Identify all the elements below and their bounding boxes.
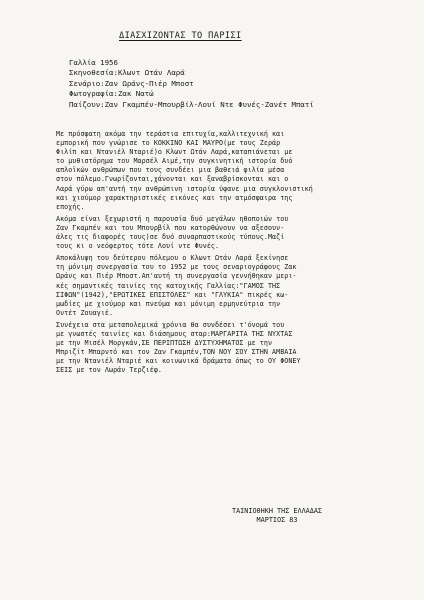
paragraph-2: [56, 215, 396, 251]
text-line: Ωράνς και Πιέρ Μποστ.Απ'αυτή τη συνεργασία γεννήθηκαν μερι-: [56, 272, 297, 281]
text-line: Μπριζίτ Μπαρντό και τον Ζαν Γκαμπέν,ΤΟΝ ΝΟΥ ΣΟΥ ΣΤΗΝ ΑΜΒΑΙΑ: [56, 348, 297, 357]
text-line: Ακόμα είναι ξεχωριστή η παρουσία δυό μεγάλων ηθοποιών του: [56, 214, 289, 223]
signature-block: [232, 507, 322, 526]
signature-date: ΜΑΡΤΙΟΣ 83: [256, 516, 298, 525]
document-title: ΔΙΑΣΧΙΖΟΝΤΑΣ ΤΟ ΠΑΡΙΣΙ: [119, 31, 242, 41]
credit-screenplay: Σενάριο:Ζαν Ωράνς-Πιέρ Μποστ: [69, 78, 194, 88]
paragraph-3: [56, 254, 396, 318]
text-line: τη μόνιμη συνεργασία του το 1952 με τους σεναριογράφους Ζακ: [56, 263, 297, 272]
text-line: μωδίες με χιούμορ και πνεύμα και μόνιμη ερμηνεύτρια την: [56, 299, 281, 308]
text-line: απλοϊκών ανθρώπων που τους συνδέει μια βαθειά φιλία μέσα: [56, 166, 285, 175]
credit-cast: Παίζουν:Ζαν Γκαμπέν-Μπουρβίλ-Λουί Ντε Φυνές-Ζανέτ Μπατί: [69, 99, 314, 109]
text-line: Οντέτ Ζουαγιέ.: [56, 308, 114, 317]
text-line: Λαρά γύρω απ'αυτή την ανθρώπινη ιστορία ύφανε μια συγκλονιστική: [56, 184, 313, 193]
paragraph-1: [56, 130, 396, 212]
text-line: Συνέχεια στα μεταπολεμικά χρόνια θα συνδέσει τ'όνομά του: [56, 320, 285, 329]
text-line: Ζαν Γκαμπέν και του Μπουρβίλ που κατορθώνουν να αξεσουν-: [56, 223, 285, 232]
text-line: και χιούμορ χαρακτηριστικές εικόνες και την ατμόσφαιρα της: [56, 193, 293, 202]
paragraph-4: [56, 321, 396, 376]
text-line: με την Μισέλ Μοργκάν,ΣΕ ΠΕΡΙΠΤΩΣΗ ΔΥΣΤΥΧΗΜΑΤΟΣ με την: [56, 339, 273, 348]
signature-organization: ΤΑΙΝΙΟΘΗΚΗ ΤΗΣ ΕΛΛΑΔΑΣ: [232, 507, 323, 515]
text-line: Με πρόσφατη ακόμα την τεράστια επιτυχία,καλλιτεχνική και: [56, 130, 285, 138]
credit-director: Σκηνοθεσία:Κλωντ Ωτάν Λαρά: [69, 68, 185, 78]
text-line: με την Ντανιέλ Νταριέ και κοινωνικά δράματα όπως το ΟΥ ΦΟΝΕΥ: [56, 357, 301, 366]
body-text: [56, 130, 396, 378]
text-line: εποχής.: [56, 202, 85, 211]
credit-country-year: Γαλλία 1956: [69, 58, 118, 67]
text-line: με γνωστές ταινίες και διάσημους σταρ:ΜΑΡΓΑΡΙΤΑ ΤΗΣ ΝΥΧΤΑΣ: [56, 329, 293, 338]
text-line: ΣΙΦΩΝ"(1942),"ΕΡΩΤΙΚΕΣ ΕΠΙΣΤΟΛΕΣ" και "ΓΛΥΚΙΑ" πικρές κω-: [56, 290, 289, 299]
text-line: κές σημαντικές ταινίες της κατοχικής Γαλλίας:"ΓΑΜΟΣ ΤΗΣ: [56, 281, 281, 290]
text-line: στον πόλεμο.Γνωρίζονται,χάνονται και ξαναβρίσκονται και ο: [56, 175, 289, 184]
text-line: άλες τις διαφορές τους)σε δυό συναρπαστικούς τύπους.Μαζί: [56, 233, 285, 242]
credit-photography: Φωτογραφία:Ζακ Νατώ: [69, 89, 154, 99]
credits-block: [69, 58, 399, 110]
text-line: τους κι ο νεόφερτος τότε Λουί ντε Φυνές.: [56, 242, 220, 251]
text-line: το μυθιστόρημα του Μαρσέλ Αιμέ,την συγκινητική ιστορία δυό: [56, 157, 293, 166]
text-line: Αποκάλυψη του δεύτερου πόλεμου ο Κλωντ Ωτάν Λαρά ξεκίνησε: [56, 254, 289, 263]
text-line: εμπορική που γνώρισε το ΚΟΚΚΙΝΟ ΚΑΙ ΜΑΥΡΟ(με τους Ζεράρ: [56, 139, 281, 148]
text-line: ΣΕΙΣ με τον Λωράν Τερζιέφ.: [56, 366, 162, 375]
text-line: Φιλίπ και Ντανιέλ Νταριέ)ο Κλωντ Ωτάν Λαρά,καταπιάνεται με: [56, 148, 293, 157]
